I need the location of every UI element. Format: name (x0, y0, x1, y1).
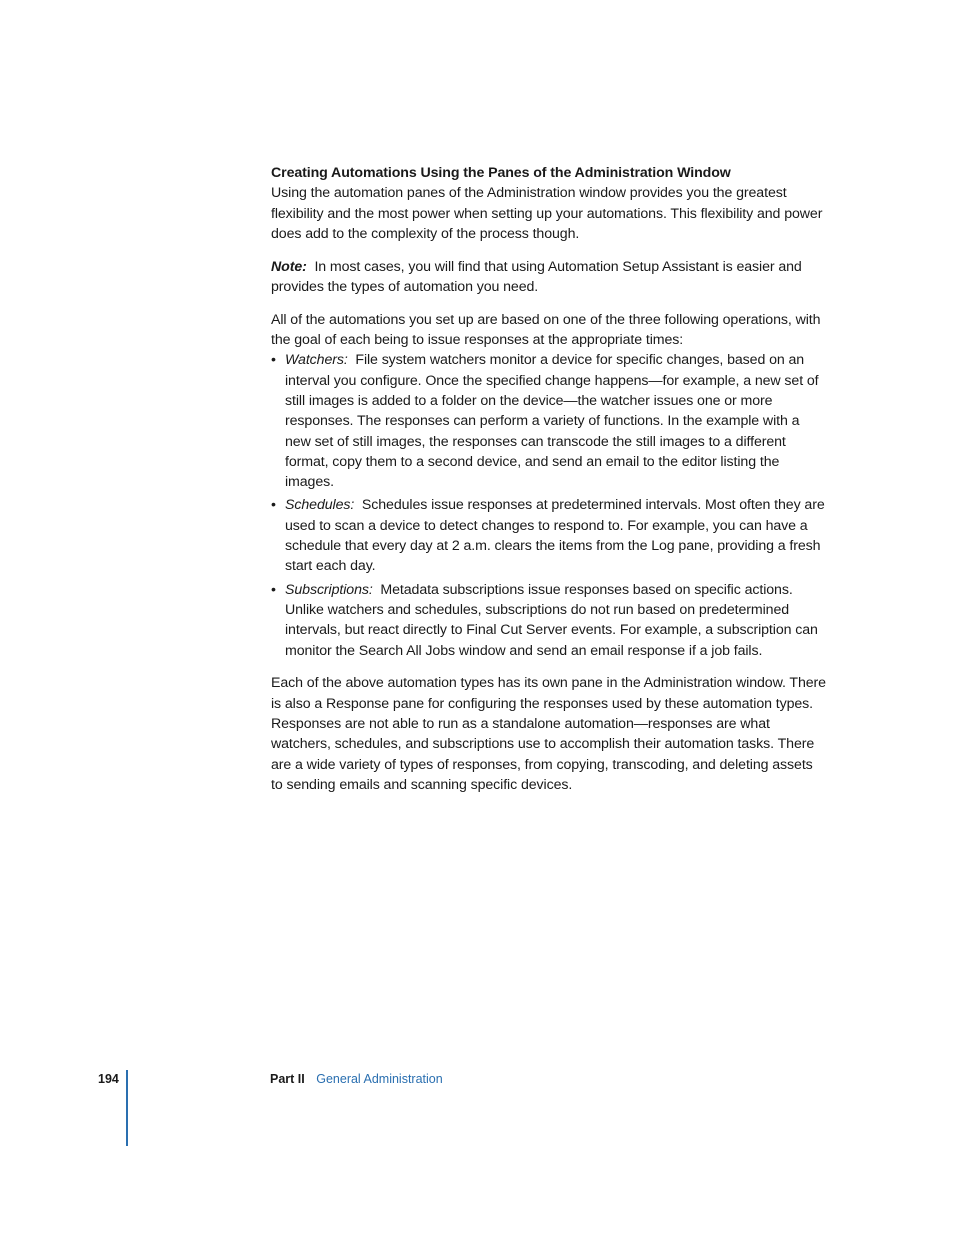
footer-part (270, 1072, 443, 1086)
list-item-schedules (271, 495, 827, 576)
note-text: In most cases, you will find that using Automation Setup Assistant is easier and provides the types of automation you need. (271, 258, 802, 295)
bullet-text: File system watchers monitor a device for specific changes, based on an interval you configure. Once the specified change happens—for example, a new set of still images is added to a folder on the device—the watcher issues one or more responses. The responses can perform a variety of functions. In the example with a new set of still images, the responses can transcode the still images to a different format, copy them to a second device, and send an email to the editor listing the images. (285, 352, 819, 491)
operations-intro: All of the automations you set up are based on one of the three following operations, with the goal of each being to issue responses at the appropriate times: (271, 311, 821, 349)
intro-paragraph: Using the automation panes of the Administration window provides you the greatest flexibility and the most power when setting up your automations. This flexibility and power does add to the complexity of the process though. (271, 185, 823, 242)
section-heading: Creating Automations Using the Panes of the Administration Window (271, 165, 731, 181)
bullet-icon: • (271, 352, 276, 369)
page-number: 194 (98, 1072, 119, 1086)
part-label: Part II (270, 1072, 305, 1086)
part-title: General Administration (316, 1072, 443, 1086)
bullet-lead: Watchers: (285, 352, 348, 369)
bullet-icon: • (271, 497, 276, 514)
closing-paragraph: Each of the above automation types has its own pane in the Administration window. There is also a Response pane for configuring the responses used by these automation types. Responses are not able to run as a standalone automation—responses are what watchers, schedules, and subscriptions use to accomplish their automation tasks. There are a wide variety of types of responses, from copying, transcoding, and deleting assets to sending emails and scanning specific devices. (271, 675, 826, 793)
note-label: Note: (271, 258, 307, 275)
bullet-lead: Subscriptions: (285, 581, 373, 598)
page-content (271, 163, 827, 795)
note-paragraph (271, 257, 827, 298)
list-item-subscriptions (271, 580, 827, 661)
bullet-text: Metadata subscriptions issue responses based on specific actions. Unlike watchers and schedules, subscriptions do not run based on predetermined intervals, but react directly to Final Cut Server events. For example, a subscription can monitor the Search All Jobs window and send an email response if a job fails. (285, 581, 818, 659)
bullet-icon: • (271, 581, 276, 598)
bullet-text: Schedules issue responses at predetermined intervals. Most often they are used to scan a device to detect changes to respond to. For example, you can have a schedule that every day at 2 a.m. clears the items from the Log pane, providing a fresh start each day. (285, 497, 825, 575)
operations-list (271, 350, 827, 660)
bullet-lead: Schedules: (285, 497, 355, 514)
footer-divider (126, 1070, 128, 1146)
list-item-watchers (271, 350, 827, 492)
